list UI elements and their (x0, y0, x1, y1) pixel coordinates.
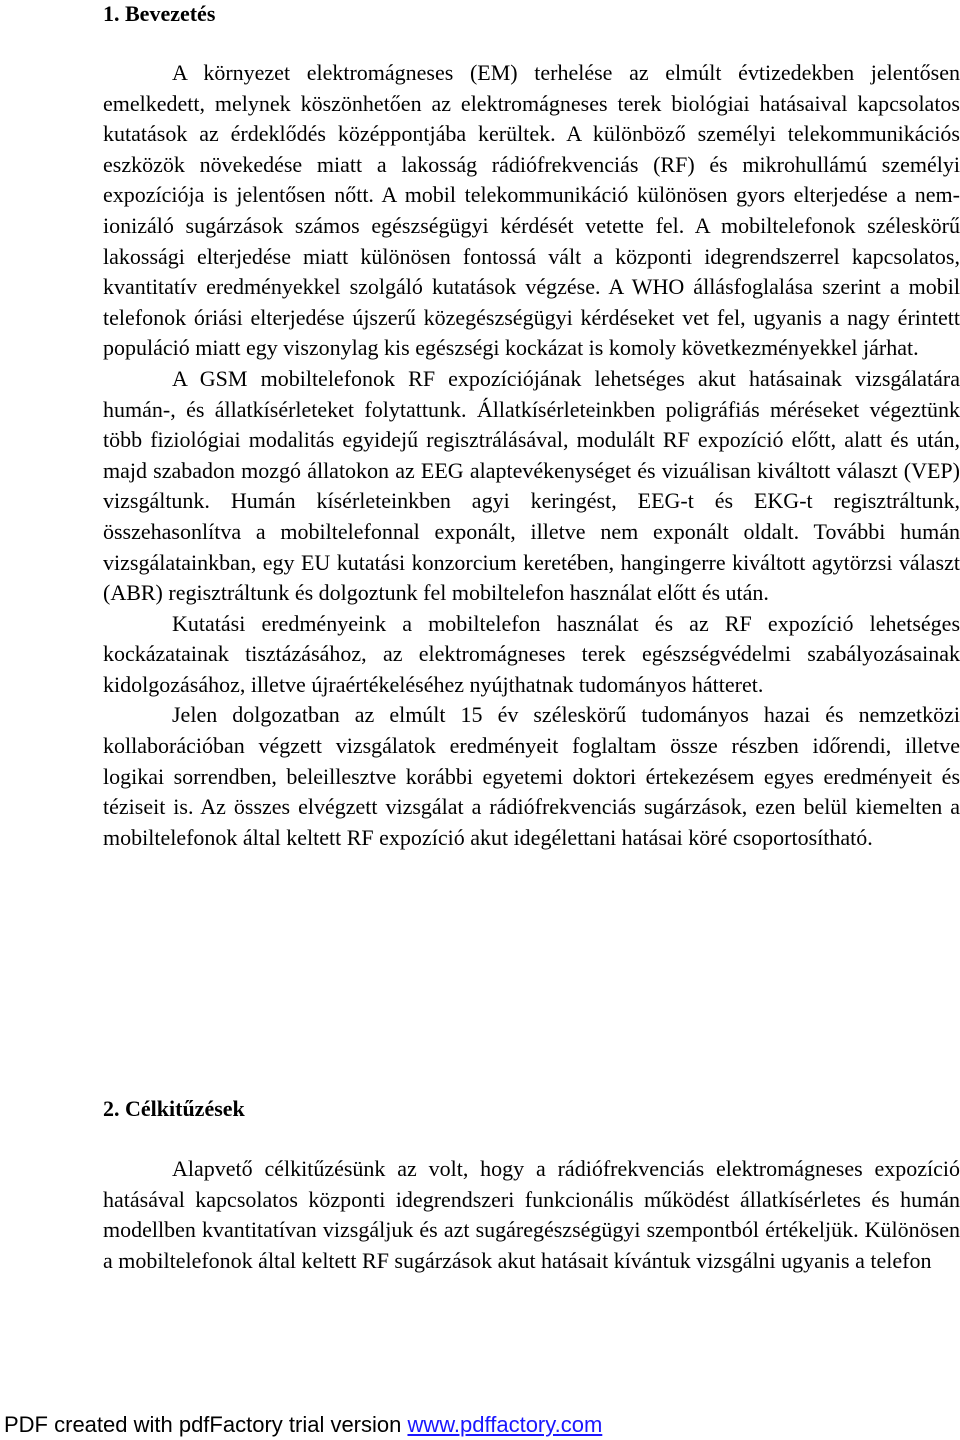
pdf-footer (4, 1410, 602, 1440)
section-heading-celkitusesek: 2. Célkitűzések (103, 1096, 245, 1121)
paragraph: Alapvető célkitűzésünk az volt, hogy a rádiófrekvenciás elektromágneses expozíció hatásával kapcsolatos központi idegrendszeri funkcionális működést állatkísérletes és humán modellben kvantitatívan vizsgáljuk és azt sugáregészségügyi szempontból értékeljük. Különösen a mobiltelefonok által keltett RF sugárzások akut hatásait kívántuk vizsgálni ugyanis a telefon (103, 1156, 960, 1273)
paragraph: A GSM mobiltelefonok RF expozíciójának lehetséges akut hatásainak vizsgálatára humán-, és állatkísérleteket folytattunk. Állatkísérleteinkben poligráfiás méréseket végeztünk több fiziológiai modalitás egyidejű regisztrálásával, modulált RF expozíció előtt, alatt és után, majd szabadon mozgó állatokon az EEG alaptevékenységet és vizuálisan kiváltott választ (VEP) vizsgáltunk. Humán kísérleteinkben agyi keringést, EEG-t és EKG-t regisztráltunk, összehasonlítva a mobiltelefonnal exponált, illetve nem exponált oldalt. További humán vizsgálatainkban, egy EU kutatási konzorcium keretében, hangingerre kiváltott agytörzsi választ (ABR) regisztráltunk és dolgoztunk fel mobiltelefon használat előtt és után. (103, 365, 960, 606)
section-body-bevezetes (103, 58, 960, 853)
paragraph: A környezet elektromágneses (EM) terhelése az elmúlt évtizedekben jelentősen emelkedett, melynek köszönhetően az elektromágneses terek biológiai hatásaival kapcsolatos kutatások az érdeklődés középpontjába kerültek. A különböző személyi telekommunikációs eszközök növekedése miatt a lakosság rádiófrekvenciás (RF) és mikrohullámú személyi expozíciója is jelentősen nőtt. A mobil telekommunikáció különösen gyors elterjedése a nem-ionizáló sugárzások számos egészségügyi kérdését vetette fel. A mobiltelefonok széleskörű lakossági elterjedése miatt különösen fontossá vált a központi idegrendszerrel kapcsolatos, kvantitatív eredményekkel szolgáló kutatások végzése. A WHO állásfoglalása szerint a mobil telefonok óriási elterjedése újszerű közegészségügyi kérdéseket vet fel, ugyanis a nagy érintett populáció miatt egy viszonylag kis egészségi kockázat is komoly következményekkel járhat. (103, 60, 960, 361)
section-heading-bevezetes: 1. Bevezetés (103, 1, 216, 26)
paragraph: Kutatási eredményeink a mobiltelefon használat és az RF expozíció lehetséges kockázatainak tisztázásához, az elektromágneses terek egészségvédelmi szabályozásainak kidolgozásához, illetve újraértékeléséhez nyújthatnak tudományos hátteret. (103, 610, 960, 697)
footer-text: PDF created with pdfFactory trial version (4, 1412, 408, 1437)
paragraph: Jelen dolgozatban az elmúlt 15 év széleskörű tudományos hazai és nemzetközi kollaborációban végzett vizsgálatok eredményeit foglaltam össze részben időrendi, illetve logikai sorrendben, beleillesztve korábbi egyetemi doktori értekezésem egyes eredményeit és téziseit is. Az összes elvégzett vizsgálat a rádiófrekvenciás sugárzások, ezen belül kiemelten a mobiltelefonok által keltett RF expozíció akut idegélettani hatásai köré csoportosítható. (103, 702, 960, 850)
footer-link[interactable]: www.pdffactory.com (407, 1412, 603, 1437)
section-body-celkitusesek (103, 1154, 960, 1276)
